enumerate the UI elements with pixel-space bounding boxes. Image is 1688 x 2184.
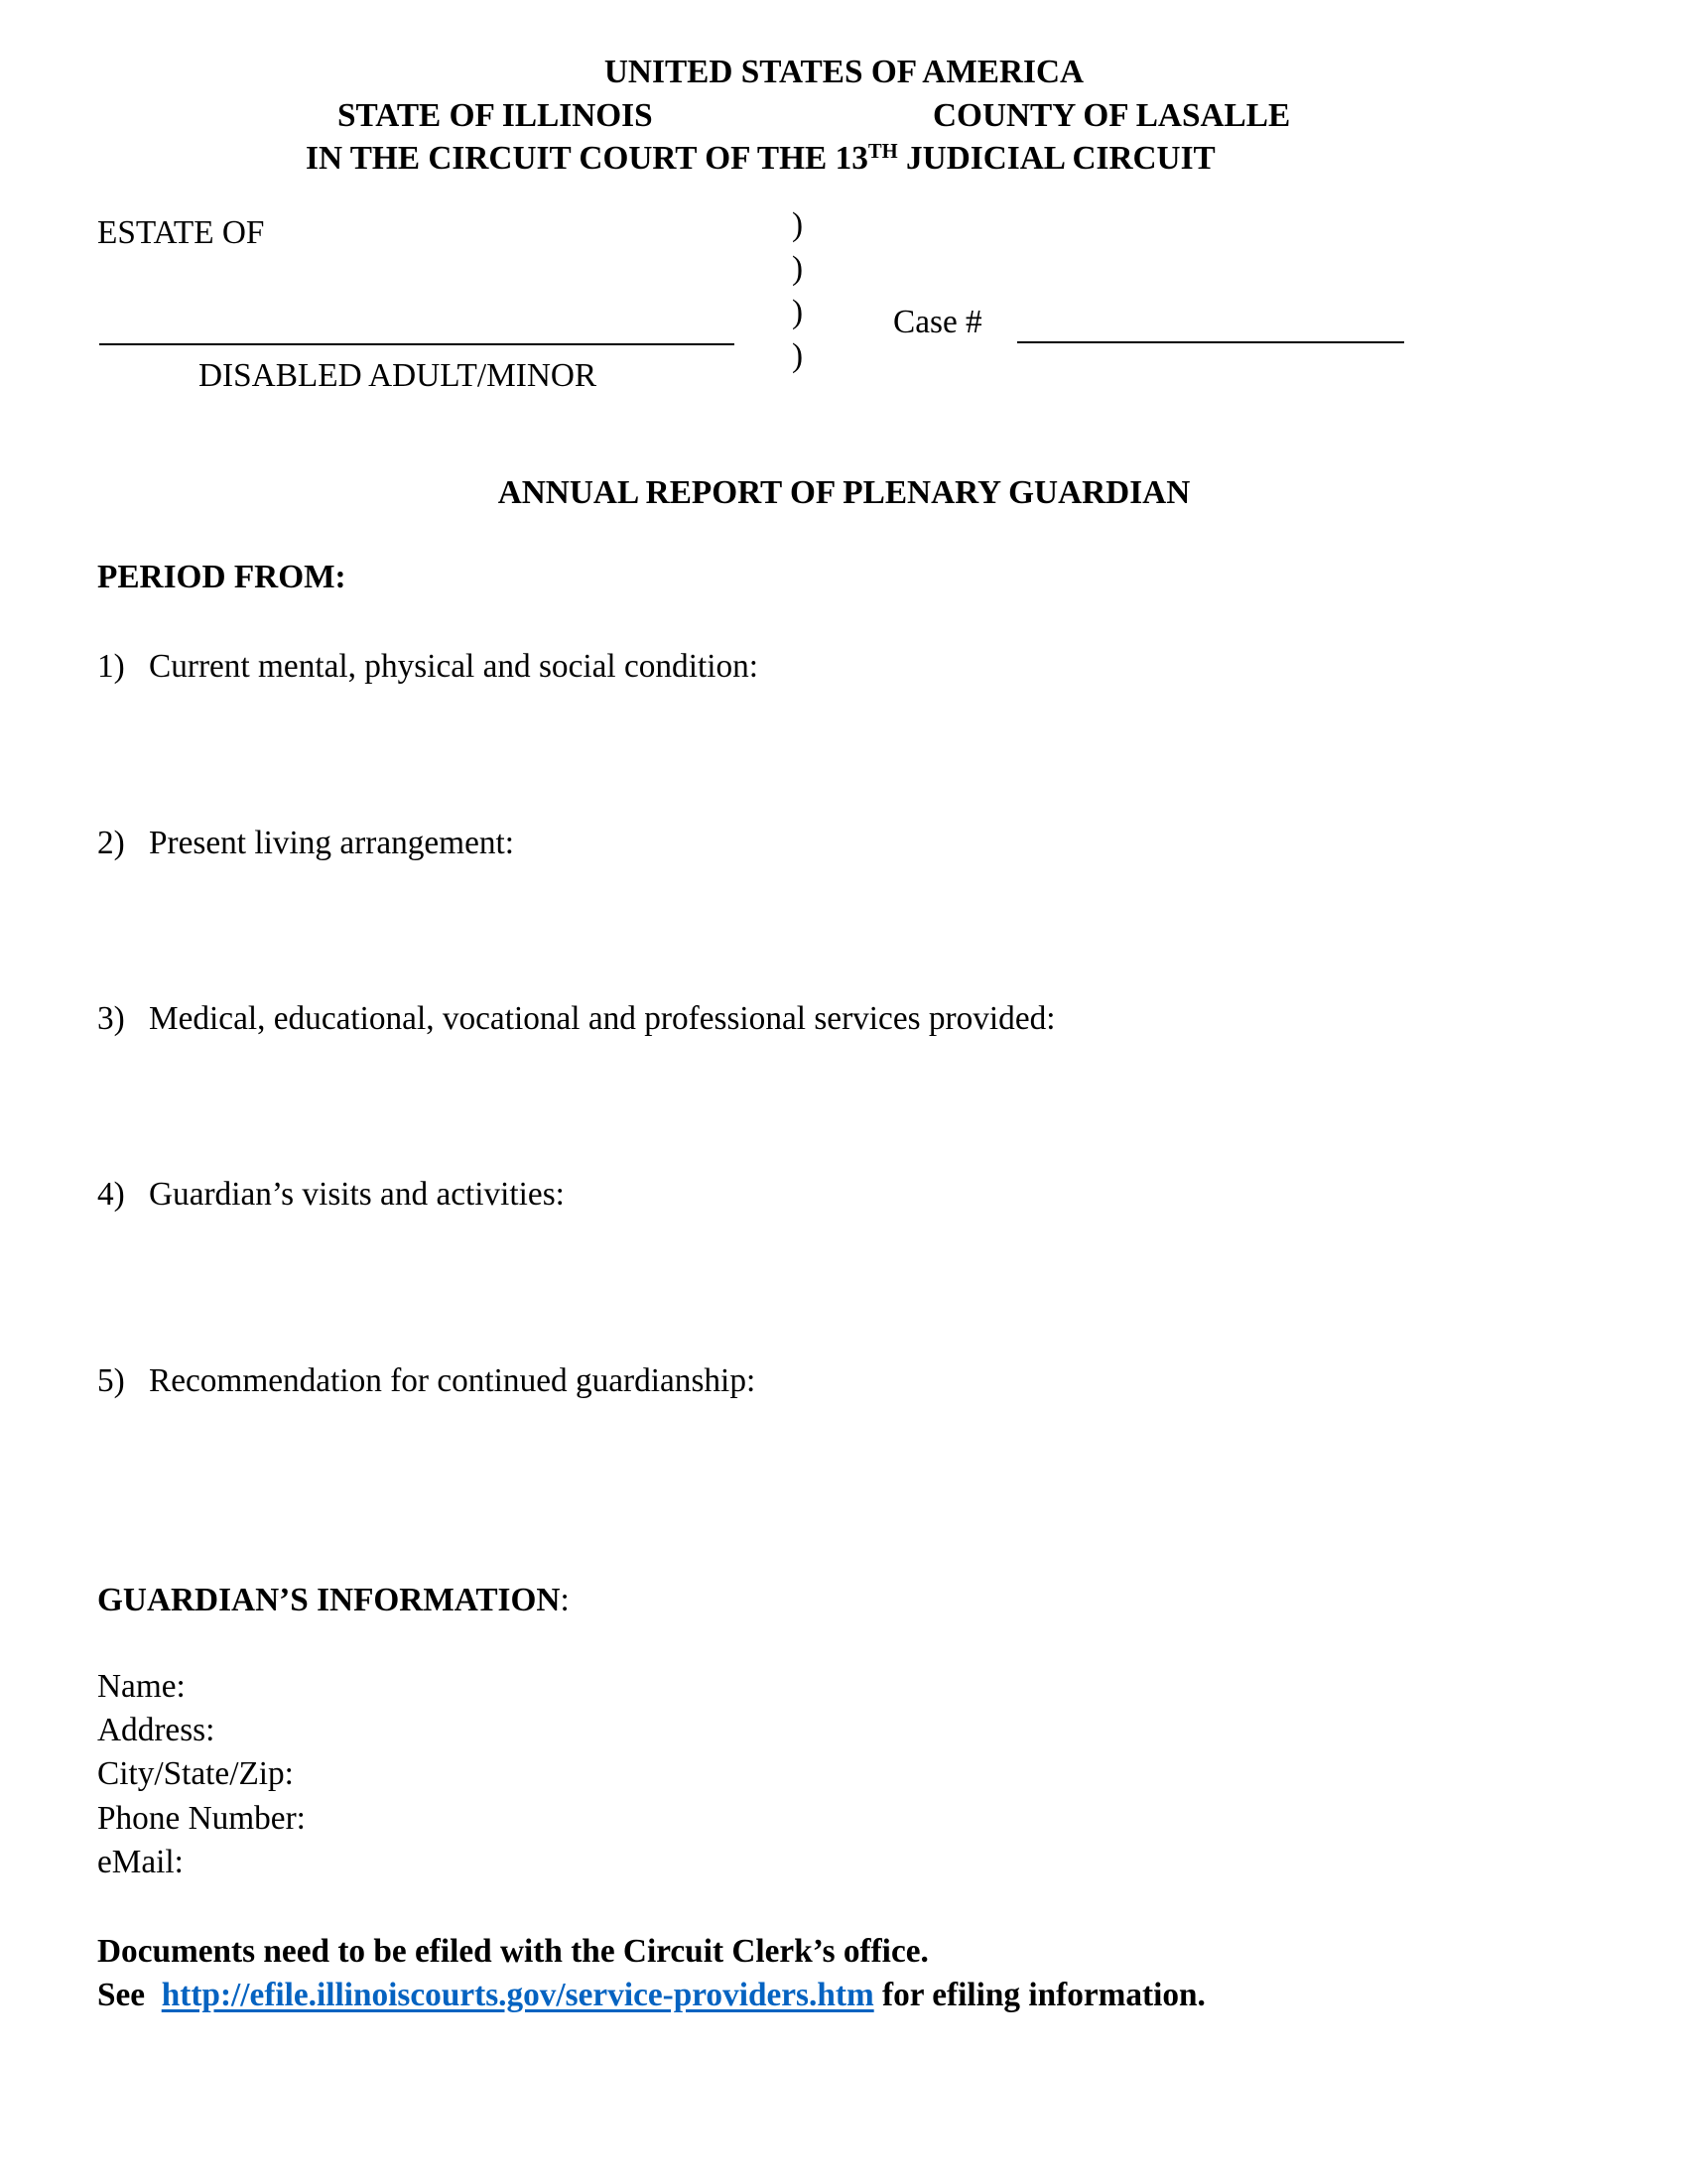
- guardian-email-label: eMail:: [97, 1844, 184, 1880]
- header-court-superscript: TH: [867, 140, 898, 163]
- caption-paren: ): [792, 337, 804, 374]
- estate-of-label: [97, 216, 264, 249]
- report-item-1: [97, 650, 758, 683]
- header-country-text: UNITED STATES OF AMERICA: [603, 54, 1085, 90]
- item-label: Current mental, physical and social condition:: [149, 648, 758, 685]
- party-label-text: DISABLED ADULT/MINOR: [198, 357, 597, 394]
- header-court-prefix: IN THE CIRCUIT COURT OF THE 13: [306, 140, 868, 177]
- efile-notice-text: Documents need to be efiled with the Circuit Clerk’s office.: [97, 1933, 929, 1970]
- header-state: [337, 99, 653, 132]
- case-number-label: [893, 306, 982, 338]
- header-country: [0, 56, 1688, 88]
- guardian-city-state-zip-label: City/State/Zip:: [97, 1755, 294, 1792]
- report-item-4: [97, 1178, 565, 1211]
- item-4-answer-area[interactable]: [97, 1222, 1586, 1351]
- header-court-suffix: JUDICIAL CIRCUIT: [897, 140, 1216, 177]
- period-from-field[interactable]: [397, 558, 1290, 595]
- guardian-address-row: [97, 1714, 214, 1746]
- page-title-text: ANNUAL REPORT OF PLENARY GUARDIAN: [497, 474, 1191, 511]
- case-number-field[interactable]: [1017, 303, 1404, 338]
- guardian-info-heading: [97, 1584, 570, 1616]
- item-label: Guardian’s visits and activities:: [149, 1176, 565, 1213]
- period-from-label: [97, 561, 346, 593]
- guardian-info-heading-text: GUARDIAN’S INFORMATION: [97, 1582, 561, 1618]
- estate-name-underline: [99, 343, 734, 345]
- caption-paren: ): [792, 250, 804, 287]
- header-county: [933, 99, 1290, 132]
- header-county-text: COUNTY OF LASALLE: [933, 97, 1291, 134]
- report-item-2: [97, 827, 514, 859]
- item-2-answer-area[interactable]: [97, 871, 1586, 990]
- item-number: 4): [97, 1176, 125, 1213]
- guardian-phone-label: Phone Number:: [97, 1800, 306, 1837]
- item-label: Present living arrangement:: [149, 825, 515, 861]
- efile-providers-link[interactable]: http://efile.illinoiscourts.gov/service-providers.htm: [161, 1977, 874, 2013]
- page-title: [0, 476, 1688, 509]
- case-number-label-text: Case #: [893, 304, 982, 340]
- caption-paren: ): [792, 206, 804, 243]
- header-state-text: STATE OF ILLINOIS: [337, 97, 653, 134]
- period-from-text: PERIOD FROM:: [97, 559, 346, 595]
- item-5-answer-area[interactable]: [97, 1409, 1586, 1568]
- header-court: [306, 142, 1216, 175]
- item-number: 2): [97, 825, 125, 861]
- guardian-name-row: [97, 1670, 186, 1703]
- report-item-5: [97, 1364, 755, 1397]
- efile-link-line: [97, 1979, 1206, 2011]
- guardian-address-label: Address:: [97, 1712, 215, 1748]
- guardian-name-label: Name:: [97, 1668, 186, 1705]
- item-number: 3): [97, 1000, 125, 1037]
- guardian-email-row: [97, 1846, 184, 1878]
- case-number-underline: [1017, 341, 1404, 343]
- guardian-phone-row: [97, 1802, 306, 1835]
- item-3-answer-area[interactable]: [97, 1047, 1586, 1166]
- estate-of-text: ESTATE OF: [97, 214, 265, 251]
- efile-info-text: for efiling information.: [873, 1977, 1206, 2013]
- guardian-info-heading-colon: :: [560, 1582, 570, 1618]
- estate-name-field[interactable]: [99, 303, 734, 338]
- item-number: 5): [97, 1362, 125, 1399]
- item-label: Recommendation for continued guardianship:: [149, 1362, 756, 1399]
- caption-paren: ): [792, 294, 804, 330]
- item-number: 1): [97, 648, 125, 685]
- party-label: [198, 359, 596, 392]
- efile-notice: [97, 1935, 929, 1968]
- item-1-answer-area[interactable]: [97, 695, 1586, 814]
- see-text: See: [97, 1977, 146, 2013]
- item-label: Medical, educational, vocational and professional services provided:: [149, 1000, 1056, 1037]
- guardian-city-state-zip-row: [97, 1757, 294, 1790]
- report-item-3: [97, 1002, 1056, 1035]
